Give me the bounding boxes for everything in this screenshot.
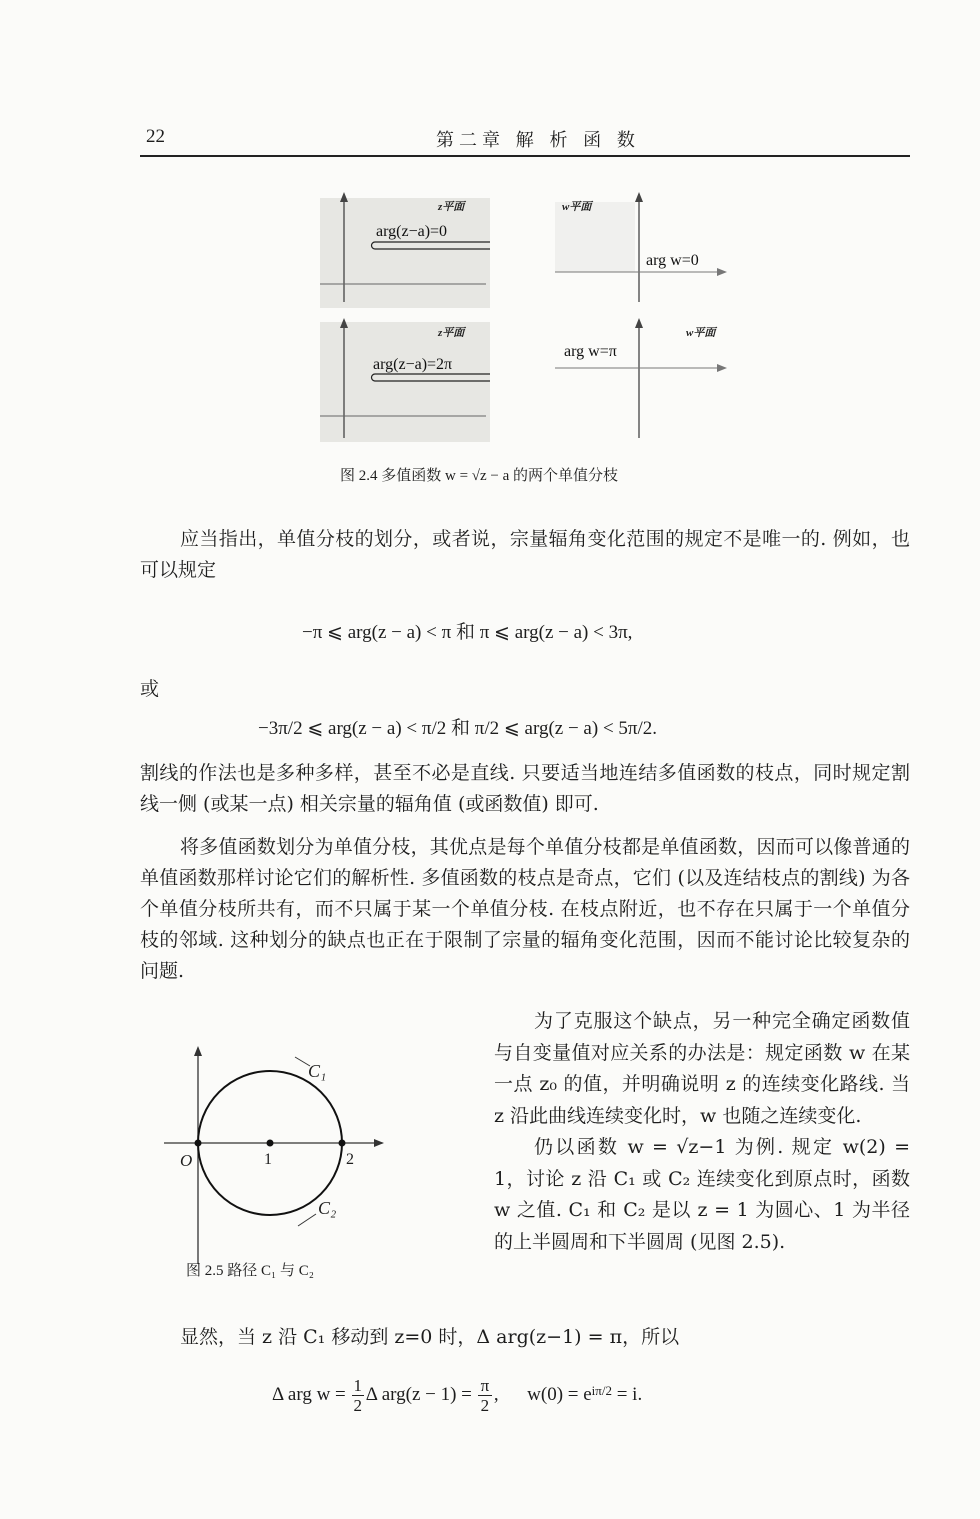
- branch-label-3: arg(z−a)=2π: [373, 356, 453, 373]
- one-label: 1: [264, 1151, 272, 1168]
- half-numerator: 1: [353, 1375, 363, 1395]
- origin-label: O: [180, 1151, 193, 1170]
- formula-3-lhs: Δ arg w =: [272, 1384, 346, 1405]
- paragraph-4-text: 显然，当 z 沿 C₁ 移动到 z=0 时，Δ arg(z−1) = π，所以: [180, 1326, 680, 1348]
- c2-label: C₂: [318, 1198, 337, 1218]
- panel-z-lower: [320, 318, 490, 442]
- two-label: 2: [346, 1151, 354, 1168]
- formula-2: −3π/2 ⩽ arg(z − a) < π/2 和 π/2 ⩽ arg(z − a) < 5π/2.: [258, 718, 658, 739]
- plane-label-z-1: z平面: [438, 201, 465, 213]
- header-rule: [140, 155, 910, 157]
- formula-3-exponent: iπ/2: [591, 1383, 612, 1398]
- paragraph-2-text: 割线的作法也是多种多样，甚至不必是直线. 只要适当地连结多值函数的枝点，同时规定割线一侧 (或某一点) 相关宗量的辐角值 (或函数值) 即可.: [140, 762, 910, 815]
- or-word: 或: [140, 678, 160, 700]
- branch-label-2: arg w=0: [646, 252, 699, 269]
- plane-label-w-1: w平面: [562, 201, 592, 213]
- paragraph-1: [140, 524, 910, 586]
- right-column: [494, 1006, 910, 1258]
- figure-2-4-caption: 图 2.4 多值函数 w = √z − a 的两个单值分枝: [340, 468, 619, 484]
- paragraph-1-text: 应当指出，单值分枝的划分，或者说，宗量辐角变化范围的规定不是唯一的. 例如，也可以规定: [140, 528, 910, 581]
- fraction-pi-half: [478, 1376, 492, 1415]
- pi-denominator: 2: [480, 1395, 490, 1415]
- right-col-p1: 为了克服这个缺点，另一种完全确定函数值与自变量值对应关系的办法是：规定函数 w 在某一点 z₀ 的值，并明确说明 z 的连续变化路线. 当 z 沿此曲线连续变化时，w 也随之连续变化.: [494, 1010, 910, 1127]
- branch-label-1: arg(z−a)=0: [376, 223, 448, 240]
- branch-label-4: arg w=π: [564, 343, 617, 360]
- plane-label-w-2: w平面: [686, 327, 716, 339]
- chapter-title: 第二章 解 析 函 数: [436, 130, 640, 151]
- formula-3: [272, 1370, 642, 1420]
- pi-numerator: π: [480, 1375, 490, 1395]
- page-number: 22: [146, 126, 165, 147]
- formula-1: −π ⩽ arg(z − a) < π 和 π ⩽ arg(z − a) < 3π,: [302, 622, 633, 643]
- right-col-p2: 仍以函数 w = √z−1 为例. 规定 w(2) = 1，讨论 z 沿 C₁ 或 C₂ 连续变化到原点时，函数 w 之值. C₁ 和 C₂ 是以 z = 1 为圆心、1 为半径的上半圆周和下半圆周 (见图 2.5).: [494, 1136, 910, 1253]
- fraction-half: [352, 1376, 364, 1415]
- paragraph-2: [140, 758, 910, 820]
- half-denominator: 2: [353, 1395, 363, 1415]
- paragraph-4: [140, 1322, 910, 1353]
- formula-3-mid: Δ arg(z − 1) =: [365, 1384, 472, 1405]
- plane-label-z-2: z平面: [438, 327, 465, 339]
- figure-2-4: [300, 190, 740, 450]
- formula-3-rhs: , w(0) = e: [493, 1384, 592, 1405]
- paragraph-3: [140, 832, 910, 987]
- paragraph-3-text: 将多值函数划分为单值分枝，其优点是每个单值分枝都是单值函数，因而可以像普通的单值函数那样讨论它们的解析性. 多值函数的枝点是奇点，它们 (以及连结枝点的割线) 为各个单值分枝所共有，而不只属于某一个单值分枝. 在枝点附近，也不存在只属于一个单值分枝的邻域. 这种划分的缺点也正在于限制了宗量的辐角变化范围，因而不能讨论比较复杂的问题.: [140, 836, 910, 982]
- c1-label: C₁: [308, 1061, 327, 1081]
- formula-3-end: = i.: [611, 1384, 643, 1405]
- figure-2-5-caption: 图 2.5 路径 C₁ 与 C₂: [186, 1263, 314, 1279]
- panel-z-upper: [320, 190, 490, 308]
